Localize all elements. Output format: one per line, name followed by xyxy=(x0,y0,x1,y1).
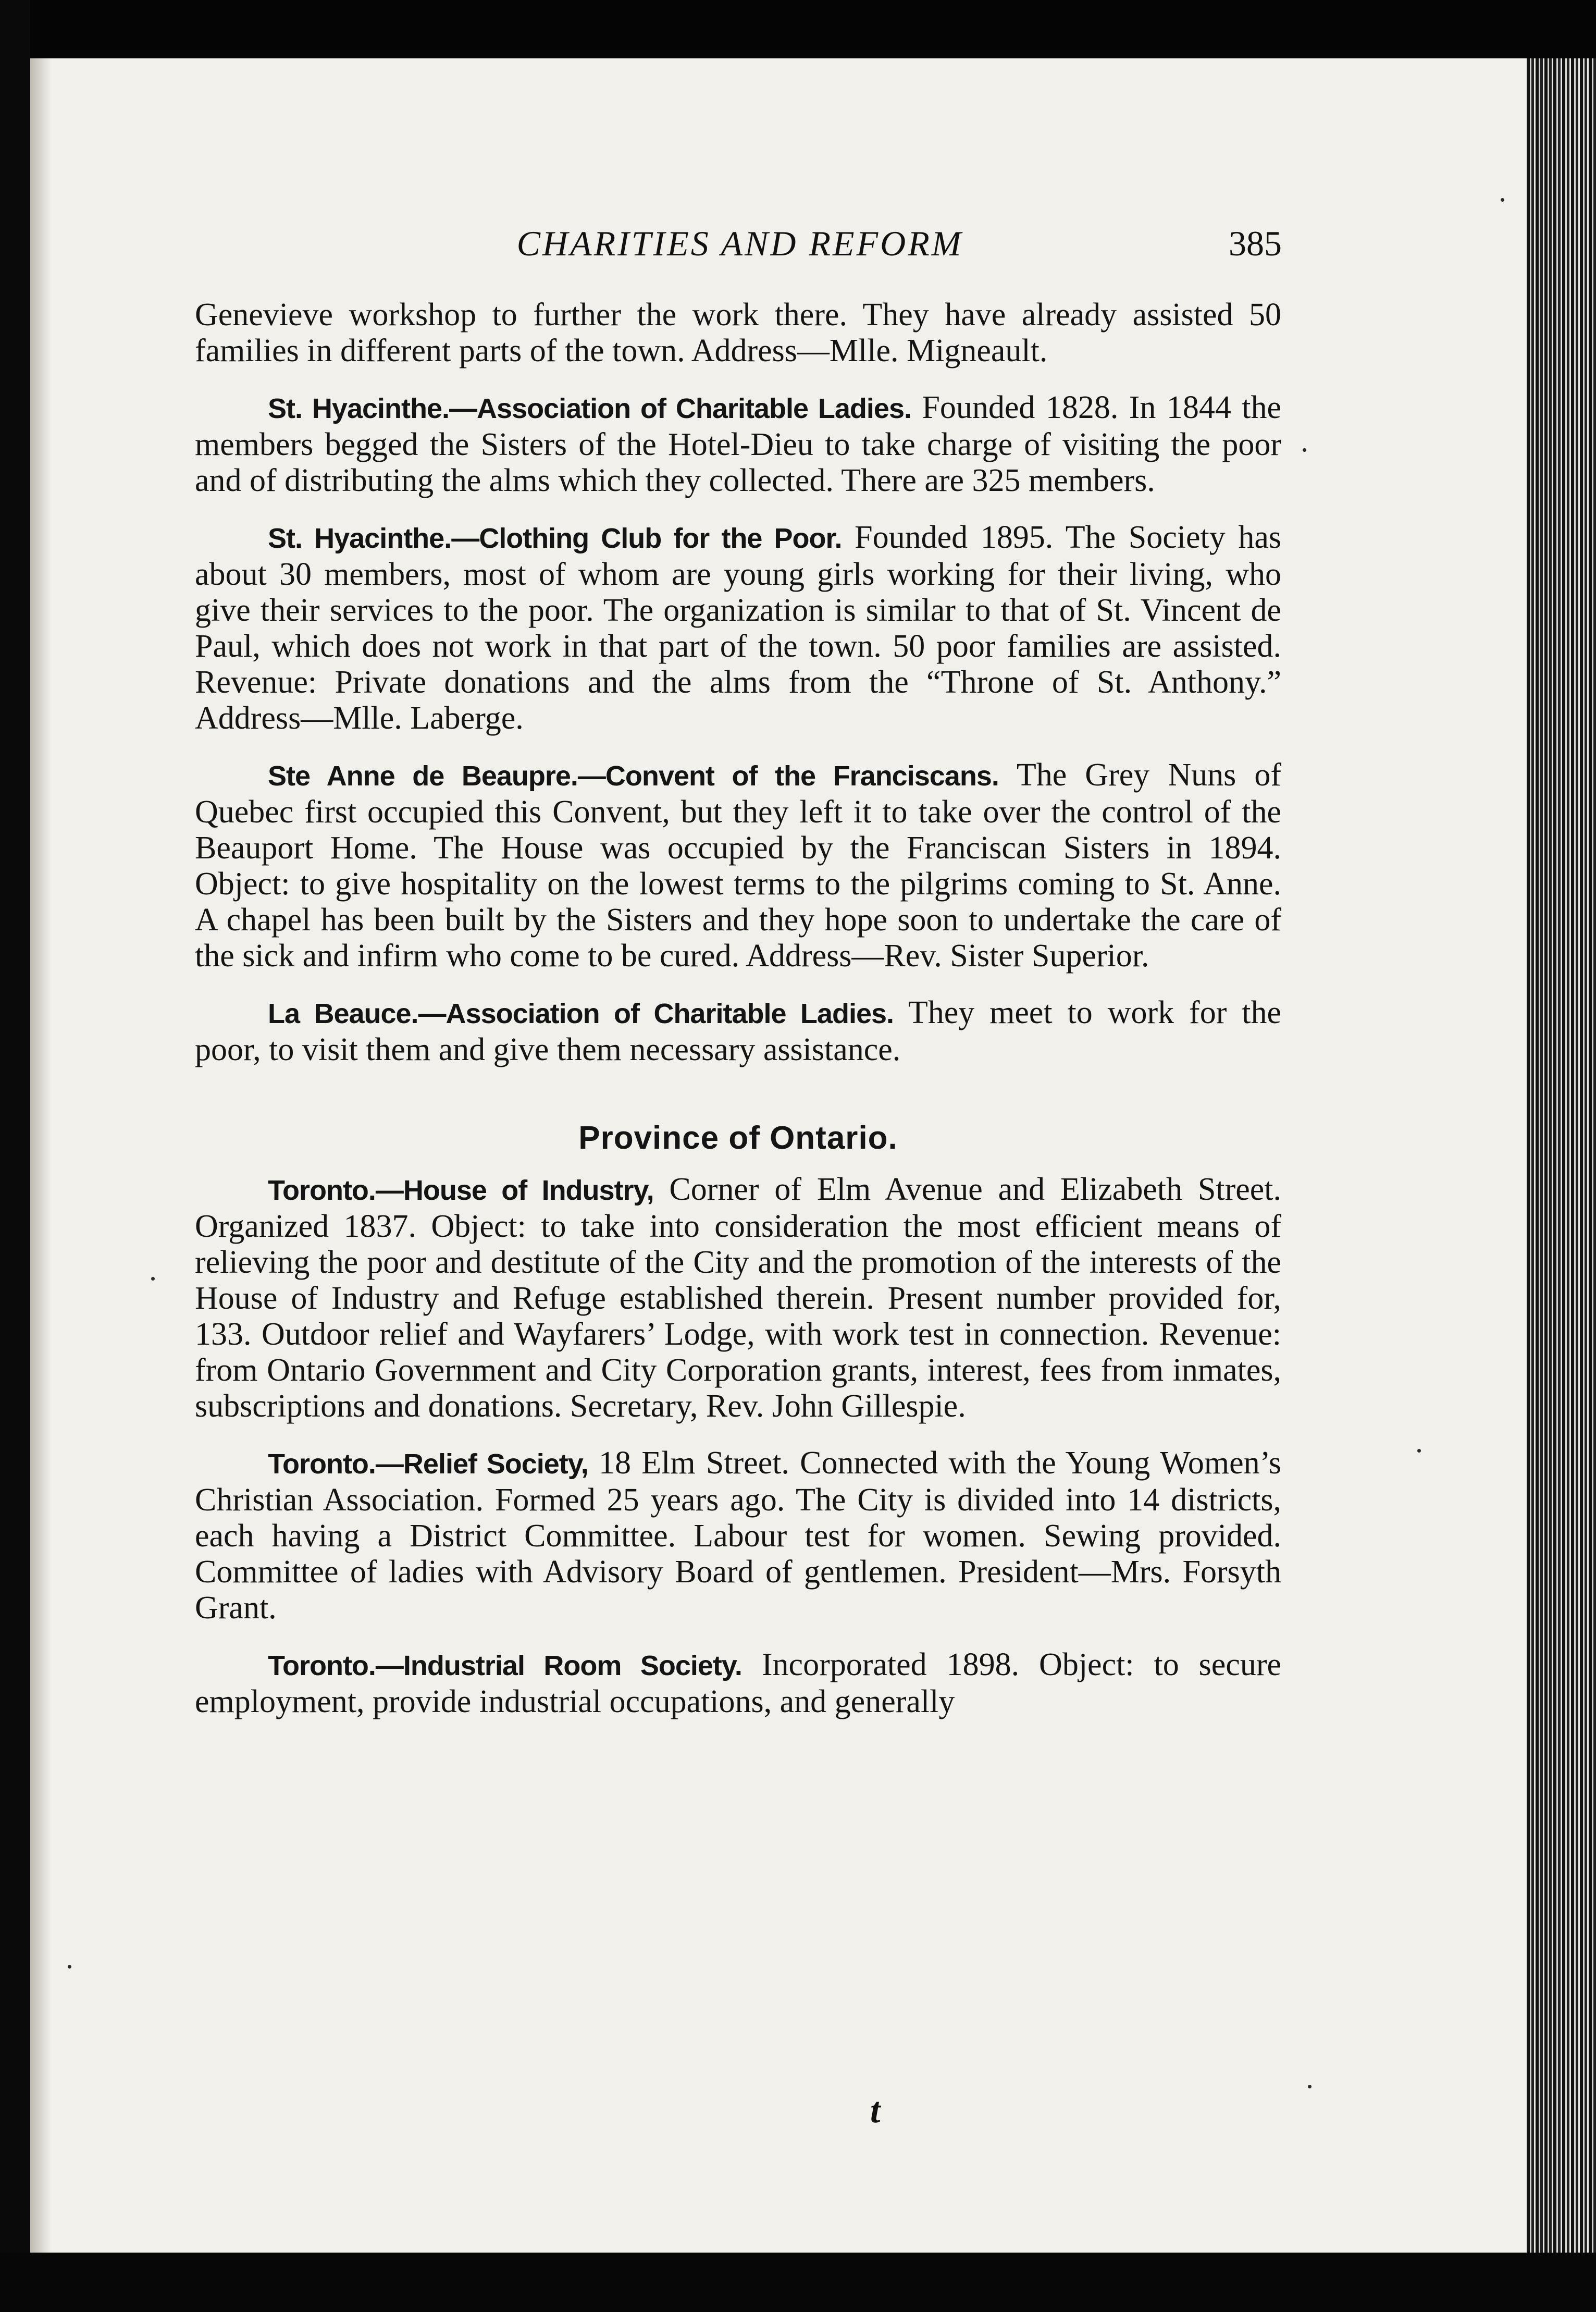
entry-paragraph xyxy=(195,1647,1281,1720)
entry-title: La Beauce.—Association of Charitable Ladies. xyxy=(268,998,894,1029)
continuation-paragraph: Genevieve workshop to further the work there. They have already assisted 50 families in different parts of the town. Address—Mlle. Migneault. xyxy=(195,297,1281,368)
entry-paragraph xyxy=(195,757,1281,974)
scan-top-border xyxy=(0,0,1596,58)
entry-title: St. Hyacinthe.—Clothing Club for the Poor. xyxy=(268,523,842,554)
page-stack-edge xyxy=(1527,58,1596,2253)
entry-paragraph xyxy=(195,1172,1281,1424)
entry-paragraph xyxy=(195,995,1281,1068)
scan-speck xyxy=(68,1965,71,1969)
running-head: CHARITIES AND REFORM xyxy=(516,224,963,263)
page-body xyxy=(195,297,1281,1720)
entry-title: Toronto.—Relief Society, xyxy=(268,1448,588,1480)
entry-title: Ste Anne de Beaupre.—Convent of the Franciscans. xyxy=(268,760,999,792)
scan-speck xyxy=(1303,448,1306,452)
entry-title: St. Hyacinthe.—Association of Charitable Ladies. xyxy=(268,393,911,424)
entry-text: Founded 1895. The Society has about 30 members, most of whom are young girls working for their living, who give their services to the poor. The organization is similar to that of St. Vincent de Paul, which does not work in that part of the town. 50 poor families are assisted. Revenue: Private donations and the alms from the “Throne of St. Anthony.” Address—Mlle. Laberge. xyxy=(195,520,1281,736)
scan-speck xyxy=(1308,2085,1312,2088)
scan-speck xyxy=(1501,198,1504,202)
footer-mark: t xyxy=(870,2090,881,2131)
page-number: 385 xyxy=(1229,224,1282,263)
scan-speck xyxy=(151,1277,155,1281)
page-header xyxy=(188,223,1282,275)
entry-title: Toronto.—Industrial Room Society. xyxy=(268,1650,742,1681)
section-heading: Province of Ontario. xyxy=(578,1120,898,1156)
scan-left-border xyxy=(0,0,30,2312)
scan-bottom-border xyxy=(0,2253,1596,2312)
entry-text: Incorporated 1898. Object: to secure employment, provide industrial occupations, and generally xyxy=(195,1647,1282,1719)
entry-title: Toronto.—House of Industry, xyxy=(268,1175,654,1206)
gutter-shadow xyxy=(30,58,51,2253)
entry-text: 18 Elm Street. Connected with the Young Women’s Christian Association. Formed 25 years ago. The City is divided into 14 districts, each having a District Committee. Labour test for women. Sewing provided. Committee of ladies with Advisory Board of gentlemen. President—Mrs. Forsyth Grant. xyxy=(195,1445,1282,1626)
entry-text: The Grey Nuns of Quebec first occupied this Convent, but they left it to take over the control of the Beauport Home. The House was occupied by the Franciscan Sisters in 1894. Object: to give hospitality on the lowest terms to the pilgrims coming to St. Anne. A chapel has been built by the Sisters and they hope soon to undertake the care of the sick and infirm who come to be cured. Address—Rev. Sister Superior. xyxy=(195,757,1281,974)
entry-paragraph xyxy=(195,520,1281,736)
entry-paragraph xyxy=(195,390,1281,499)
entry-text: They meet to work for the poor, to visit them and give them necessary assistance. xyxy=(195,995,1281,1067)
entry-text: Founded 1828. In 1844 the members begged the Sisters of the Hotel-Dieu to take charge of visiting the poor and of distributing the alms which they collected. There are 325 members. xyxy=(195,390,1282,498)
entry-text: Corner of Elm Avenue and Elizabeth Street. Organized 1837. Object: to take into consideration the most efficient means of relieving the poor and destitute of the City and the promotion of the interests of the House of Industry and Refuge established therein. Present number provided for, 133. Outdoor relief and Wayfarers’ Lodge, with work test in connection. Revenue: from Ontario Government and City Corporation grants, interest, fees from inmates, subscriptions and donations. Secretary, Rev. John Gillespie. xyxy=(195,1172,1282,1424)
entry-paragraph xyxy=(195,1445,1281,1626)
scan-speck xyxy=(1417,1449,1421,1453)
